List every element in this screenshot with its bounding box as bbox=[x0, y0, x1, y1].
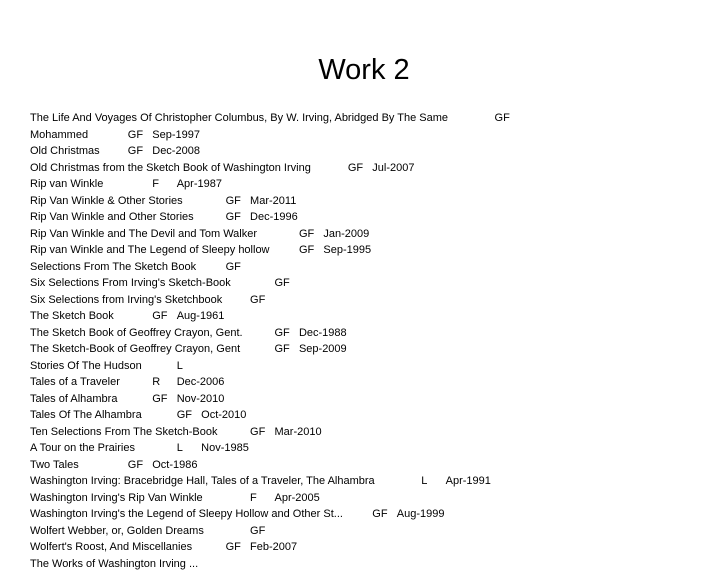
work-line: Tales Of The Alhambra GF Oct-2010 bbox=[30, 407, 720, 424]
work-line: Six Selections from Irving's Sketchbook GF bbox=[30, 292, 720, 309]
work-line: A Tour on the Prairies L Nov-1985 bbox=[30, 440, 720, 457]
slide-title: Work 2 bbox=[0, 50, 728, 90]
work-line: Ten Selections From The Sketch-Book GF Mar-2010 bbox=[30, 424, 720, 441]
work-line: Mohammed GF Sep-1997 bbox=[30, 127, 720, 144]
work-line: Tales of a Traveler R Dec-2006 bbox=[30, 374, 720, 391]
work-line: The Sketch-Book of Geoffrey Crayon, Gent GF Sep-2009 bbox=[30, 341, 720, 358]
work-line: Six Selections From Irving's Sketch-Book GF bbox=[30, 275, 720, 292]
work-line: Rip van Winkle F Apr-1987 bbox=[30, 176, 720, 193]
work-line: Selections From The Sketch Book GF bbox=[30, 259, 720, 276]
work-line: Washington Irving: Bracebridge Hall, Tales of a Traveler, The Alhambra L Apr-1991 bbox=[30, 473, 720, 490]
work-line: Tales of Alhambra GF Nov-2010 bbox=[30, 391, 720, 408]
work-line: Rip Van Winkle and The Devil and Tom Walker GF Jan-2009 bbox=[30, 226, 720, 243]
work-line: The Sketch Book GF Aug-1961 bbox=[30, 308, 720, 325]
work-line: Stories Of The Hudson L bbox=[30, 358, 720, 375]
work-line: Wolfert Webber, or, Golden Dreams GF bbox=[30, 523, 720, 540]
work-line: Washington Irving's Rip Van Winkle F Apr-2005 bbox=[30, 490, 720, 507]
work-line: The Life And Voyages Of Christopher Columbus, By W. Irving, Abridged By The Same GF bbox=[30, 110, 720, 127]
work-line: The Works of Washington Irving ... bbox=[30, 556, 720, 572]
work-line: Old Christmas from the Sketch Book of Washington Irving GF Jul-2007 bbox=[30, 160, 720, 177]
work-line: Rip Van Winkle and Other Stories GF Dec-1996 bbox=[30, 209, 720, 226]
work-line: Wolfert's Roost, And Miscellanies GF Feb-2007 bbox=[30, 539, 720, 556]
work-line: Rip Van Winkle & Other Stories GF Mar-2011 bbox=[30, 193, 720, 210]
work-list bbox=[30, 110, 720, 572]
work-line: Rip van Winkle and The Legend of Sleepy hollow GF Sep-1995 bbox=[30, 242, 720, 259]
work-line: The Sketch Book of Geoffrey Crayon, Gent. GF Dec-1988 bbox=[30, 325, 720, 342]
work-line: Old Christmas GF Dec-2008 bbox=[30, 143, 720, 160]
work-line: Washington Irving's the Legend of Sleepy Hollow and Other St... GF Aug-1999 bbox=[30, 506, 720, 523]
work-line: Two Tales GF Oct-1986 bbox=[30, 457, 720, 474]
